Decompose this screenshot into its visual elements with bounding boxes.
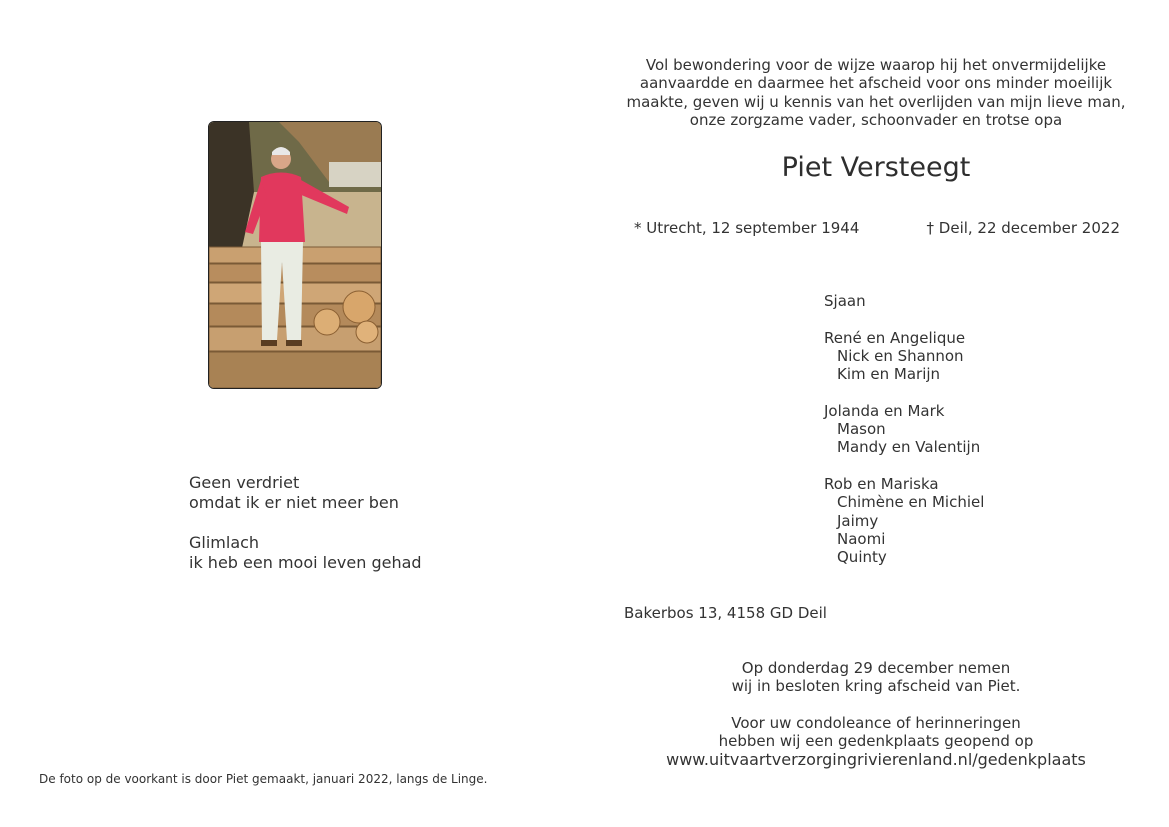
poem-line: Glimlach xyxy=(189,533,260,552)
family-head: Jolanda en Mark xyxy=(824,401,945,420)
family-list xyxy=(824,292,984,585)
family-group xyxy=(824,329,984,384)
poem-line: Geen verdriet xyxy=(189,473,300,492)
family-child: Kim en Marijn xyxy=(837,365,941,384)
poem xyxy=(189,473,422,593)
portrait-photo xyxy=(208,121,382,389)
poem-line: omdat ik er niet meer ben xyxy=(189,493,399,512)
deceased-name: Piet Versteegt xyxy=(781,152,971,183)
family-head: Sjaan xyxy=(824,292,866,310)
family-child: Naomi xyxy=(837,529,886,548)
poem-stanza xyxy=(189,473,422,513)
family-group xyxy=(824,402,984,457)
photo-credit: De foto op de voorkant is door Piet gemaakt, januari 2022, langs de Linge. xyxy=(39,772,488,786)
memorial-url: www.uitvaartverzorgingrivierenland.nl/gedenkplaats xyxy=(666,749,1086,769)
poem-line: ik heb een mooi leven gehad xyxy=(189,553,422,572)
family-child: Quinty xyxy=(837,548,887,567)
intro-line: maakte, geven wij u kennis van het overlijden van mijn lieve man, xyxy=(626,92,1126,111)
family-child: Nick en Shannon xyxy=(837,346,964,365)
poem-stanza xyxy=(189,533,422,573)
death-info: † Deil, 22 december 2022 xyxy=(926,219,1120,237)
family-group xyxy=(824,292,984,310)
intro-line: aanvaardde en daarmee het afscheid voor ons minder moeilijk xyxy=(639,74,1113,93)
family-child: Chimène en Michiel xyxy=(837,493,985,512)
intro-line: Vol bewondering voor de wijze waarop hij het onvermijdelijke xyxy=(645,56,1107,74)
condolence-line: Voor uw condoleance of herinneringen xyxy=(731,714,1021,732)
portrait-illustration xyxy=(209,122,381,388)
announcement-intro xyxy=(620,56,1132,129)
family-child: Mandy en Valentijn xyxy=(837,438,981,457)
condolence-line: hebben wij een gedenkplaats geopend op xyxy=(718,732,1034,751)
intro-line: onze zorgzame vader, schoonvader en trotse opa xyxy=(689,110,1063,129)
birth-info: * Utrecht, 12 september 1944 xyxy=(634,219,860,237)
funeral-line: Op donderdag 29 december nemen xyxy=(741,659,1011,677)
funeral-line: wij in besloten kring afscheid van Piet. xyxy=(731,677,1021,696)
address: Bakerbos 13, 4158 GD Deil xyxy=(624,604,827,622)
family-head: René en Angelique xyxy=(824,328,966,347)
condolence-info xyxy=(620,714,1132,769)
family-child: Jaimy xyxy=(837,511,879,530)
funeral-info xyxy=(620,659,1132,696)
family-head: Rob en Mariska xyxy=(824,474,939,493)
family-group xyxy=(824,475,984,566)
family-child: Mason xyxy=(837,420,886,439)
